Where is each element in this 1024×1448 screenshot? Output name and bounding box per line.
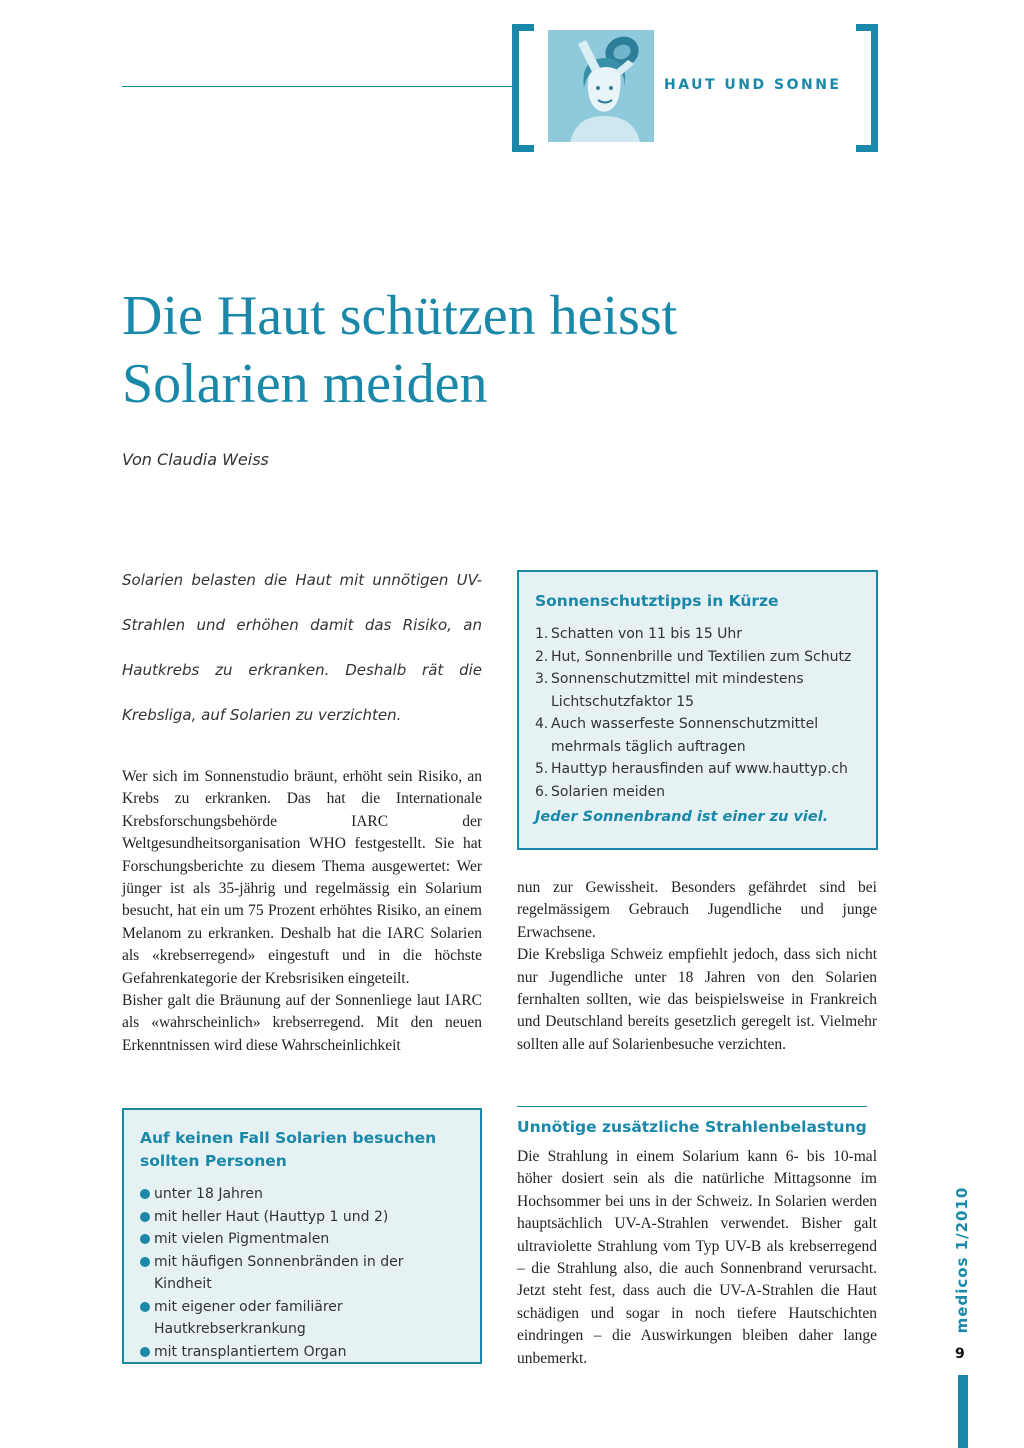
item-text: Schatten von 11 bis 15 Uhr [551, 626, 743, 642]
byline: Von Claudia Weiss [122, 450, 269, 469]
side-accent-bar [958, 1375, 968, 1448]
avoid-box-title: Auf keinen Fall Solarien besuchen sollten Personen [140, 1129, 437, 1170]
bullet-icon [140, 1212, 150, 1222]
item-number: 4. [535, 716, 549, 732]
sun-protection-tips-box [517, 570, 878, 850]
title-line-1: Die Haut schützen heisst [122, 285, 678, 347]
avoid-list [140, 1183, 464, 1363]
journal-issue-text: medicos 1/2010 [953, 1186, 971, 1334]
tips-motto: Jeder Sonnenbrand ist einer zu viel. [535, 809, 829, 825]
avoid-list-item [140, 1183, 464, 1206]
tips-list-item [535, 713, 860, 758]
item-text: Hauttyp herausfinden auf www.hauttyp.ch [551, 761, 848, 777]
bullet-icon [140, 1347, 150, 1357]
body-paragraph: Wer sich im Sonnenstudio bräunt, erhöht sein Risiko, an Krebs zu erkranken. Das hat die Internationale Krebsforschungsbehörde IARC der Weltgesundheitsorganisation WHO festgestellt. Sie hat Forschungsberichte zu diesem Thema ausgewertet: Wer jünger ist als 35-jährig und regelmässig ein Solarium besucht, hat ein um 75 Prozent erhöhtes Risiko, an einem Melanom zu erkranken. Deshalb hat die IARC Solarien als «krebserregend» eingestuft und in die höchste Gefahrenkategorie der Krebsrisiken eingeteilt. [122, 768, 482, 987]
section-label: HAUT UND SONNE [664, 77, 842, 93]
right-bracket-ornament [856, 24, 878, 152]
item-text: mit heller Haut (Hauttyp 1 und 2) [154, 1208, 389, 1225]
subheading-rule [517, 1106, 867, 1107]
article-title [122, 282, 842, 418]
lead-paragraph: Solarien belasten die Haut mit unnötigen UV-Strahlen und erhöhen damit das Risiko, an Hautkrebs zu erkranken. Deshalb rät die Krebsliga, auf Solarien zu verzichten. [122, 571, 482, 724]
avoid-list-item [140, 1341, 464, 1364]
avoid-list-item [140, 1228, 464, 1251]
item-text: Sonnenschutzmittel mit mindestens Lichtschutzfaktor 15 [551, 671, 804, 710]
item-number: 1. [535, 626, 549, 642]
body-paragraph: nun zur Gewissheit. Besonders gefährdet sind bei regelmässigem Gebrauch Jugendliche und junge Erwachsene. [517, 879, 877, 941]
photo-illustration [548, 30, 654, 142]
item-text: Solarien meiden [551, 783, 666, 800]
bullet-icon [140, 1302, 150, 1312]
body-column-2-lower [517, 1146, 877, 1370]
avoid-list-item [140, 1206, 464, 1229]
avoid-solarium-box [122, 1108, 482, 1364]
header-photo-woman-with-hat [548, 30, 654, 142]
item-number: 5. [535, 761, 549, 777]
tips-list-item [535, 646, 860, 669]
item-text: mit eigener oder familiärer Hautkrebserkrankung [154, 1298, 343, 1337]
item-text: unter 18 Jahren [154, 1186, 263, 1202]
journal-issue-label [948, 1186, 976, 1334]
tips-list-item [535, 781, 860, 804]
body-paragraph: Bisher galt die Bräunung auf der Sonnenliege laut IARC als «wahrscheinlich» krebserregend. Mit den neuen Erkenntnissen wird diese Wahrscheinlichkeit [122, 992, 482, 1054]
tips-list-item [535, 758, 860, 781]
page-number: 9 [955, 1346, 965, 1362]
body-column-2 [517, 877, 877, 1056]
avoid-list-item [140, 1296, 464, 1341]
tips-list-item [535, 668, 860, 713]
left-bracket-ornament [512, 24, 534, 152]
body-column-1 [122, 766, 482, 1057]
item-text: mit transplantiertem Organ [154, 1343, 347, 1360]
bullet-icon [140, 1257, 150, 1267]
header-rule [122, 86, 512, 87]
tips-list-item [535, 623, 860, 646]
item-text: mit vielen Pigmentmalen [154, 1231, 330, 1247]
bullet-icon [140, 1189, 150, 1199]
bullet-icon [140, 1234, 150, 1244]
item-text: Hut, Sonnenbrille und Textilien zum Schutz [551, 648, 852, 665]
body-paragraph: Die Krebsliga Schweiz empfiehlt jedoch, dass sich nicht nur Jugendliche unter 18 Jahren von den Solarien fernhalten sollten, wie das beispielsweise in Frankreich und Deutschland bereits gesetzlich geregelt ist. Vielmehr sollten alle auf Solarienbesuche verzichten. [517, 946, 877, 1053]
subheading: Unnötige zusätzliche Strahlenbelastung [517, 1118, 867, 1136]
item-number: 3. [535, 671, 549, 687]
item-number: 2. [535, 648, 549, 665]
avoid-list-item [140, 1251, 464, 1296]
item-text: mit häufigen Sonnenbränden in der Kindheit [154, 1253, 404, 1292]
tips-list [535, 623, 860, 803]
body-paragraph: Die Strahlung in einem Solarium kann 6- bis 10-mal höher dosiert sein als die natürliche Mittagsonne im Hochsommer bei uns in der Schweiz. In Solarien werden hauptsächlich UV-A-Strahlen verwendet. Bisher galt ultraviolette Strahlung vom Typ UV-B als krebserregend – die Strahlung also, die auch Sonnenbrand verursacht. Jetzt steht fest, dass auch die UV-A-Strahlen die Haut schädigen und sogar in noch tiefere Hautschichten eindringen – die Auswirkungen bleiben daher lange unbemerkt. [517, 1148, 877, 1367]
title-line-2: Solarien meiden [122, 353, 488, 415]
item-number: 6. [535, 783, 549, 800]
item-text: Auch wasserfeste Sonnenschutzmittel mehrmals täglich auftragen [551, 716, 819, 755]
tips-box-title: Sonnenschutztipps in Kürze [535, 592, 779, 610]
